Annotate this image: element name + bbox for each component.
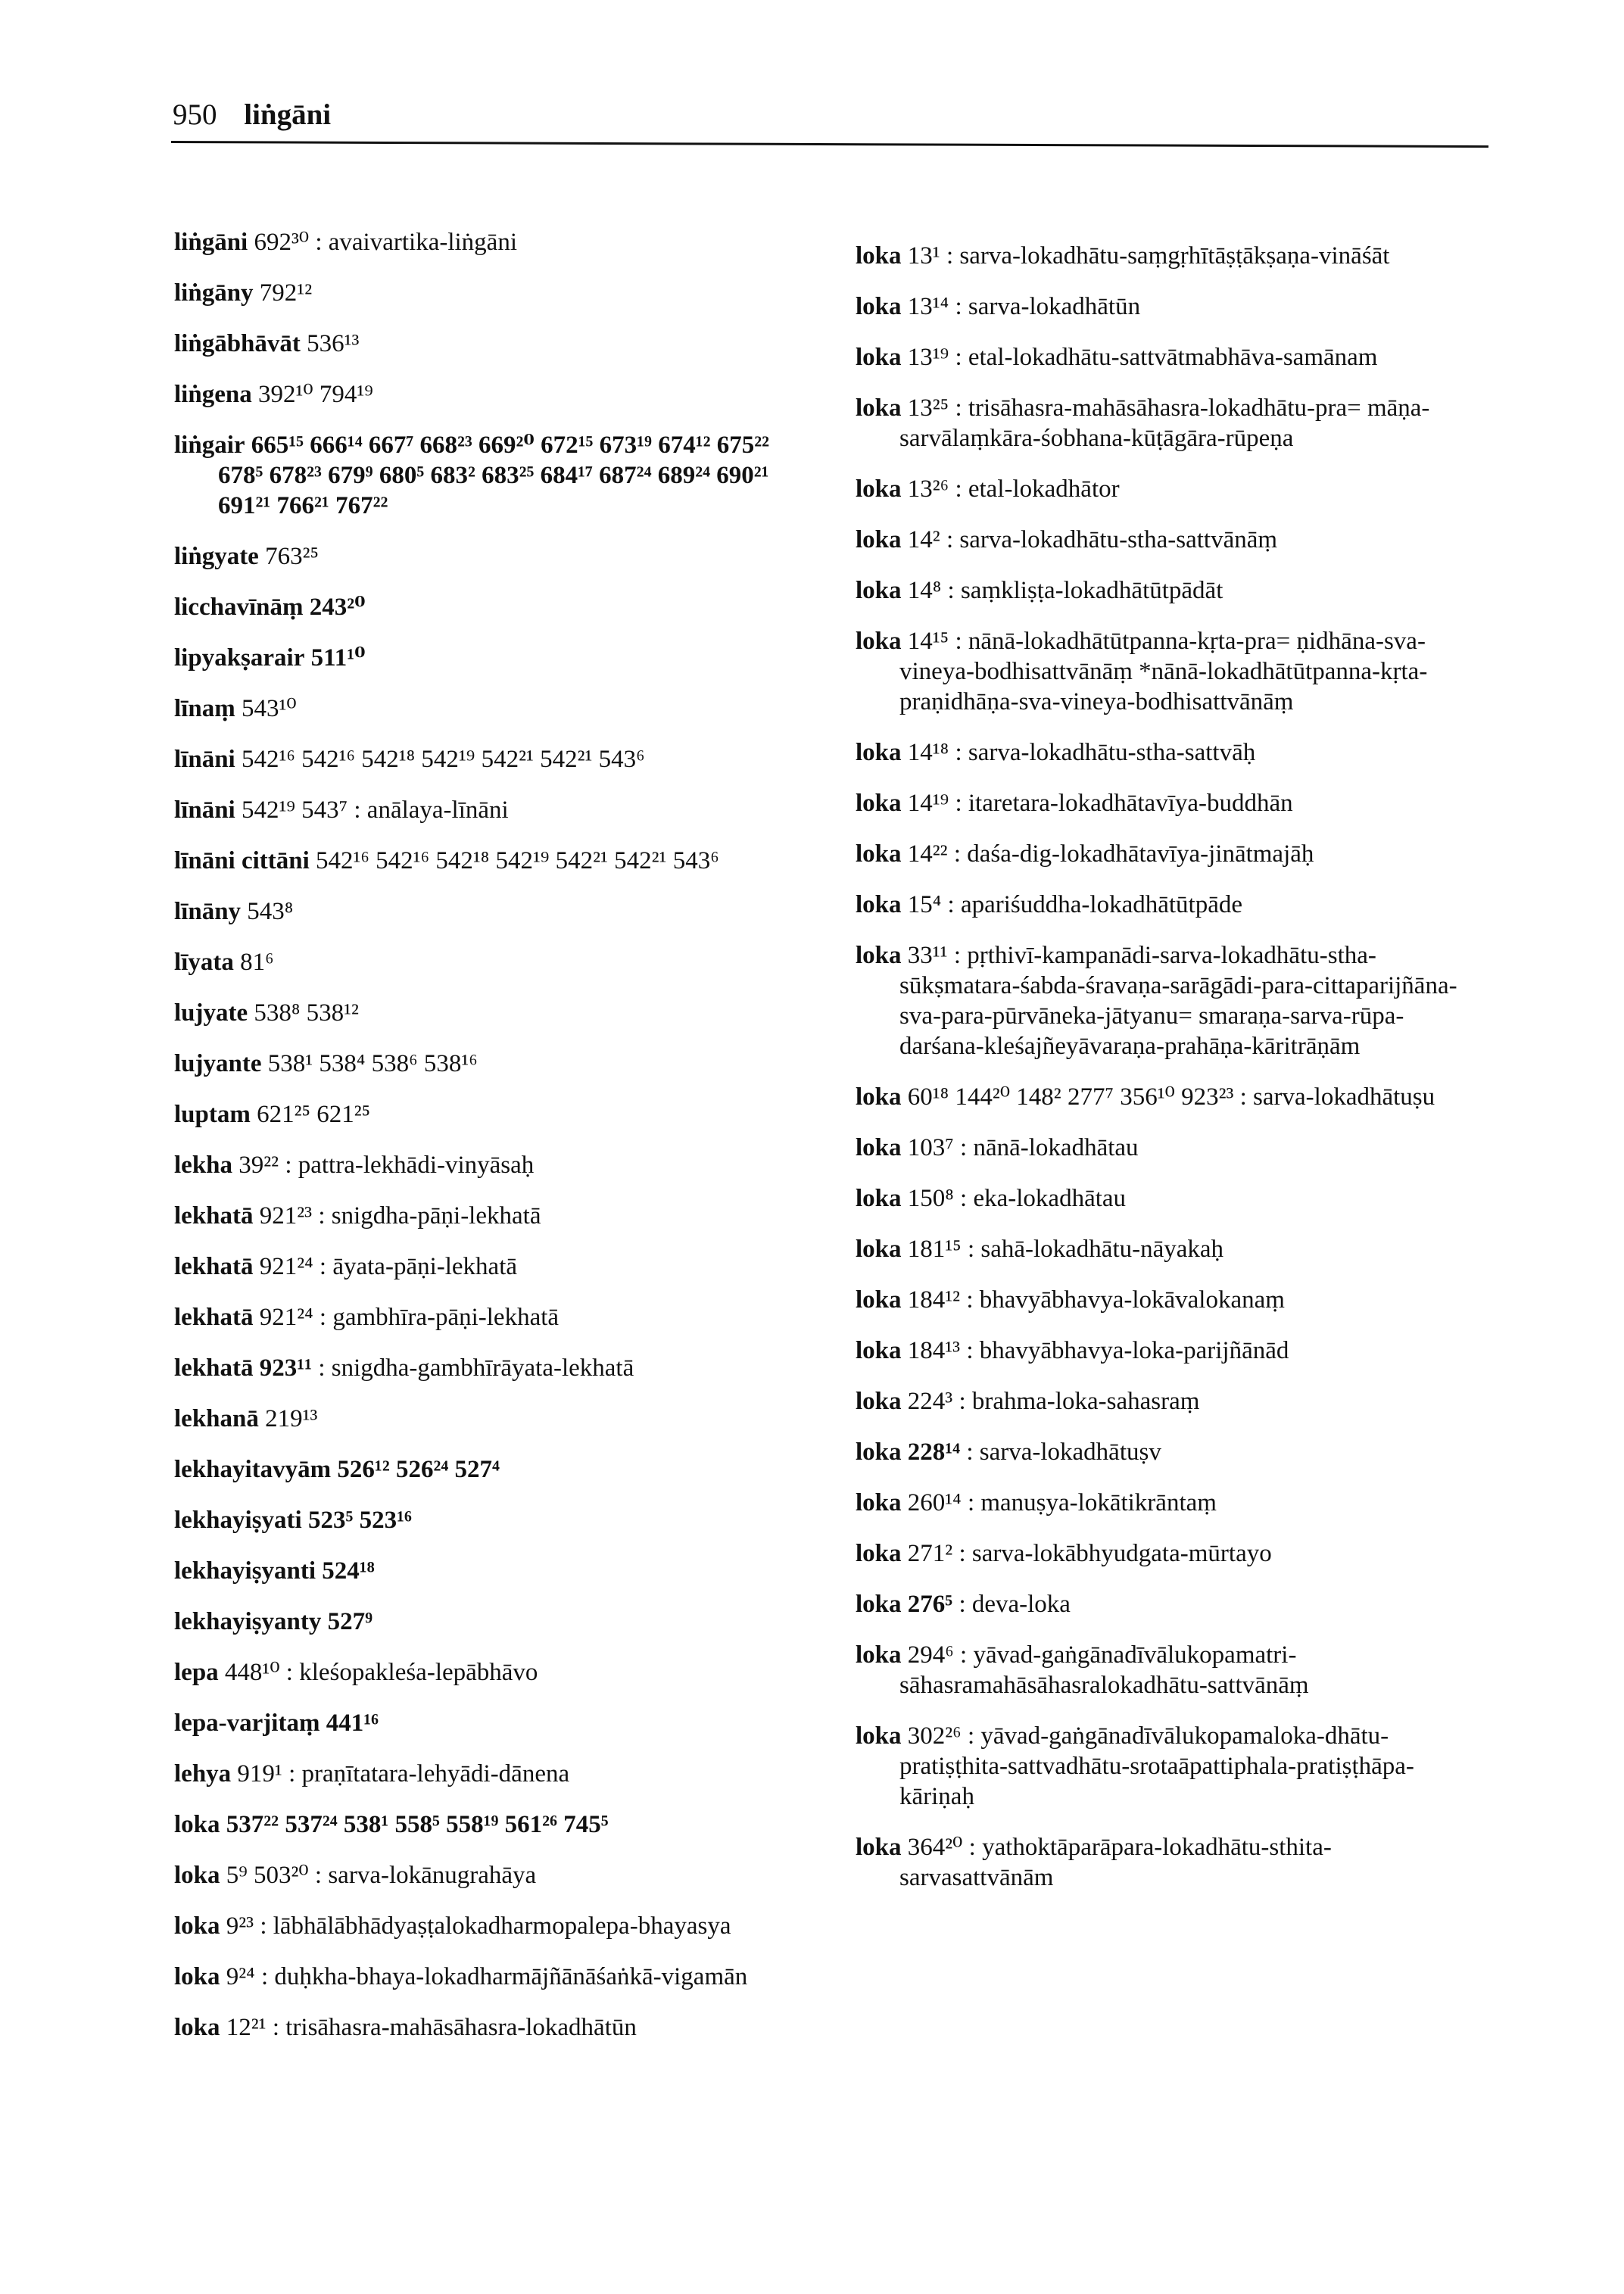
entry-headword: lipyakṣarair [174, 644, 305, 672]
entry-references: 919¹ [237, 1760, 282, 1788]
entry-references: 243²⁰ [309, 594, 366, 621]
index-entry [174, 1657, 795, 1688]
entry-gloss: : praṇītatara-lehyādi-dānena [288, 1760, 570, 1788]
entry-headword: loka [856, 1489, 902, 1516]
index-entry [174, 1404, 795, 1434]
index-entry [174, 1607, 795, 1637]
entry-headword: līnāny [174, 898, 242, 925]
entry-headword: loka [856, 790, 902, 817]
entry-gloss: : āyata-pāṇi-lekhatā [319, 1253, 518, 1280]
index-entry [174, 1809, 795, 1840]
entry-headword: loka [856, 628, 902, 655]
entry-headword: loka [856, 1185, 902, 1212]
index-entry [174, 1556, 795, 1586]
entry-gloss: : brahma-loka-sahasraṃ [959, 1388, 1200, 1415]
index-entry [174, 1860, 795, 1890]
entry-references: 224³ [907, 1388, 953, 1415]
entry-references: 13¹⁹ [907, 344, 949, 371]
entry-headword: lujyante [174, 1050, 262, 1077]
entry-headword: lekhanā [174, 1405, 259, 1432]
entry-references: 219¹³ [265, 1405, 318, 1432]
index-entry [174, 1962, 795, 1992]
entry-headword: loka [856, 942, 902, 969]
index-entry [856, 342, 1476, 372]
index-entry [174, 1201, 795, 1231]
entry-references: 14¹⁹ [907, 790, 949, 817]
entry-references: 392¹⁰ 794¹⁹ [257, 381, 373, 408]
entry-headword: loka [856, 1834, 902, 1861]
index-entry [174, 998, 795, 1028]
left-column [174, 227, 795, 2063]
entry-references: 542¹⁶ 542¹⁶ 542¹⁸ 542¹⁹ 542²¹ 542²¹ 543⁶ [316, 847, 719, 874]
entry-references: 921²⁴ [259, 1304, 313, 1331]
entry-headword: liṅgāni [174, 229, 248, 256]
entry-gloss: : saṃkliṣṭa-lokadhātūtpādāt [947, 577, 1223, 604]
entry-references: 294⁶ [907, 1641, 954, 1669]
entry-headword: līyata [174, 949, 234, 976]
entry-references: 39²² [238, 1152, 279, 1179]
entry-headword: loka [856, 344, 902, 371]
entry-gloss: : sarva-lokadhātūn [955, 293, 1141, 320]
entry-headword: līnāni [174, 796, 235, 824]
entry-headword: loka [174, 2014, 220, 2041]
entry-gloss: : manuṣya-lokātikrāntaṃ [967, 1489, 1217, 1516]
index-entry [856, 1133, 1476, 1163]
entry-headword: lekhayiṣyanty [174, 1608, 322, 1635]
index-entry [856, 940, 1476, 1061]
index-entry [856, 1640, 1476, 1700]
entry-gloss: : snigdha-gambhīrāyata-lekhatā [318, 1354, 634, 1382]
entry-gloss: : trisāhasra-mahāsāhasra-lokadhātūn [272, 2014, 637, 2041]
entry-references: 511¹⁰ [310, 644, 366, 672]
index-entry [174, 278, 795, 308]
entry-references: 81⁶ [240, 949, 274, 976]
entry-gloss: : duḥkha-bhaya-lokadharmājñānāśaṅkā-vigamān [260, 1963, 748, 1990]
entry-references: 921²³ [259, 1202, 313, 1230]
index-entry [856, 1832, 1476, 1893]
entry-headword: luptam [174, 1101, 251, 1128]
page-header [173, 100, 331, 129]
index-entry [174, 1099, 795, 1130]
entry-headword: loka [856, 1083, 902, 1111]
entry-references: 271² [907, 1540, 953, 1567]
entry-headword: līnāni cittāni [174, 847, 310, 874]
entry-gloss: : lābhālābhādyaṣṭalokadharmopalepa-bhayasya [260, 1912, 731, 1940]
index-entry [174, 947, 795, 977]
entry-headword: loka [856, 242, 902, 270]
entry-headword: lekhayitavyām [174, 1456, 332, 1483]
index-entry [856, 626, 1476, 717]
index-entry [856, 241, 1476, 271]
index-entry [856, 788, 1476, 818]
entry-headword: loka [856, 475, 902, 503]
index-entry [856, 1234, 1476, 1264]
entry-headword: lekhatā [174, 1202, 254, 1230]
index-entry [174, 1251, 795, 1282]
entry-gloss: : daśa-dig-lokadhātavīya-jinātmajāḥ [953, 840, 1314, 868]
entry-references: 228¹⁴ [907, 1438, 961, 1466]
entry-references: 524¹⁸ [322, 1557, 375, 1585]
index-entry [856, 1285, 1476, 1315]
entry-gloss: : kleśopakleśa-lepābhāvo [285, 1659, 538, 1686]
entry-gloss: : sarva-lokadhātu-stha-sattvāḥ [955, 739, 1256, 766]
entry-references: 621²⁵ 621²⁵ [257, 1101, 371, 1128]
index-entry [174, 1454, 795, 1485]
entry-headword: lekhatā [174, 1354, 254, 1382]
entry-headword: loka [856, 1540, 902, 1567]
index-entry [174, 1353, 795, 1383]
entry-references: 364²⁰ [907, 1834, 963, 1861]
entry-gloss: : yāvad-gaṅgānadīvālukopamaloka-dhātu-pratiṣṭhita-sattvadhātu-srotaāpattiphala-pratiṣṭhāpa-kāriṇaḥ [899, 1722, 1414, 1810]
entry-headword: loka [856, 1591, 902, 1618]
index-entry [174, 1302, 795, 1332]
entry-references: 542¹⁶ 542¹⁶ 542¹⁸ 542¹⁹ 542²¹ 542²¹ 543⁶ [241, 746, 645, 773]
entry-references: 536¹³ [307, 330, 360, 357]
entry-headword: lekhayiṣyati [174, 1507, 302, 1534]
entry-gloss: : sarva-lokadhātu-saṃgṛhītāṣṭākṣaṇa-vināśāt [946, 242, 1390, 270]
entry-headword: loka [856, 1337, 902, 1364]
entry-headword: loka [856, 1286, 902, 1314]
entry-references: 527⁹ [327, 1608, 373, 1635]
entry-headword: loka [856, 526, 902, 553]
entry-gloss: : anālaya-līnāni [354, 796, 509, 824]
index-entry [174, 227, 795, 257]
entry-gloss: : sarva-lokābhyudgata-mūrtayo [959, 1540, 1272, 1567]
entry-headword: loka [856, 1236, 902, 1263]
index-entry [856, 839, 1476, 869]
index-entry [856, 393, 1476, 454]
index-entry [856, 737, 1476, 768]
index-entry [174, 795, 795, 825]
entry-headword: loka [856, 1134, 902, 1161]
entry-references: 13¹⁴ [907, 293, 949, 320]
entry-references: 14²² [907, 840, 948, 868]
entry-references: 14¹⁸ [907, 739, 949, 766]
index-entry [856, 474, 1476, 504]
entry-references: 5⁹ 503²⁰ [226, 1862, 309, 1889]
entry-headword: loka [856, 1438, 902, 1466]
index-entry [174, 430, 795, 521]
entry-headword: lepa [174, 1659, 219, 1686]
entry-headword: lepa-varjitaṃ [174, 1710, 320, 1737]
entry-headword: lekhayiṣyanti [174, 1557, 316, 1585]
index-entry [174, 2012, 795, 2043]
entry-headword: liṅgāny [174, 279, 254, 307]
index-entry [856, 890, 1476, 920]
entry-headword: lekhatā [174, 1253, 254, 1280]
entry-gloss: : eka-lokadhātau [960, 1185, 1127, 1212]
page-number: 950 [173, 98, 217, 131]
entry-headword: loka [856, 394, 902, 422]
entry-headword: loka [856, 739, 902, 766]
entry-gloss: : deva-loka [959, 1591, 1071, 1618]
index-entry [856, 1589, 1476, 1619]
index-entry [174, 1708, 795, 1738]
entry-references: 448¹⁰ [224, 1659, 280, 1686]
index-entry [856, 1082, 1476, 1112]
entry-gloss: : trisāhasra-mahāsāhasra-lokadhātu-pra= māṇa-sarvālaṃkāra-śobhana-kūṭāgāra-rūpeṇa [899, 394, 1430, 452]
entry-headword: lekha [174, 1152, 233, 1179]
index-entry [856, 291, 1476, 322]
entry-gloss: : yathoktāparāpara-lokadhātu-sthita-sarvasattvānām [899, 1834, 1332, 1891]
entry-references: 14⁸ [907, 577, 942, 604]
entry-headword: lehya [174, 1760, 232, 1788]
entry-references: 538¹ 538⁴ 538⁶ 538¹⁶ [267, 1050, 478, 1077]
entry-references: 302²⁶ [907, 1722, 962, 1750]
index-entry [174, 744, 795, 775]
entry-references: 14² [907, 526, 940, 553]
entry-headword: līnaṃ [174, 695, 235, 722]
index-entry [174, 846, 795, 876]
index-entry [856, 1538, 1476, 1569]
entry-references: 33¹¹ [907, 942, 948, 969]
entry-references: 9²³ [226, 1912, 254, 1940]
index-entry [174, 329, 795, 359]
entry-references: 692³⁰ [254, 229, 310, 256]
index-entry [856, 1336, 1476, 1366]
entry-references: 537²² 537²⁴ 538¹ 558⁵ 558¹⁹ 561²⁶ 745⁵ [226, 1811, 609, 1838]
entry-gloss: : nānā-lokadhātau [960, 1134, 1139, 1161]
entry-headword: loka [174, 1811, 220, 1838]
entry-references: 13²⁵ [907, 394, 949, 422]
entry-references: 543¹⁰ [241, 695, 297, 722]
entry-references: 184¹³ [907, 1337, 961, 1364]
entry-references: 15⁴ [907, 891, 942, 918]
entry-headword: liṅgābhāvāt [174, 330, 301, 357]
entry-gloss: : apariśuddha-lokadhātūtpāde [947, 891, 1242, 918]
entry-references: 60¹⁸ 144²⁰ 148² 277⁷ 356¹⁰ 923²³ [907, 1083, 1234, 1111]
entry-gloss: : yāvad-gaṅgānadīvālukopamatri-sāhasramahāsāhasralokadhātu-sattvānāṃ [899, 1641, 1309, 1699]
entry-headword: loka [856, 1722, 902, 1750]
entry-headword: līnāni [174, 746, 235, 773]
entry-gloss: : bhavyābhavya-lokāvalokanaṃ [966, 1286, 1285, 1314]
entry-gloss: : avaivartika-liṅgāni [315, 229, 517, 256]
entry-gloss: : etal-lokadhātu-sattvātmabhāva-samānam [955, 344, 1378, 371]
index-entry [856, 1386, 1476, 1417]
entry-gloss: : nānā-lokadhātūtpanna-kṛta-pra= ṇidhāna-sva-vineya-bodhisattvānāṃ *nānā-lokadhātūtpanna-kṛta-praṇidhāṇa-sva-vineya-bodhisattvānāṃ [899, 628, 1428, 715]
entry-gloss: : etal-lokadhātor [955, 475, 1120, 503]
entry-references: 526¹² 526²⁴ 527⁴ [337, 1456, 500, 1483]
index-entry [856, 1488, 1476, 1518]
index-entry [856, 1437, 1476, 1467]
entry-references: 543⁸ [247, 898, 294, 925]
index-entry [174, 643, 795, 673]
index-entry [174, 1150, 795, 1180]
entry-gloss: : sarva-lokadhātu-stha-sattvānāṃ [946, 526, 1278, 553]
index-entry [174, 592, 795, 622]
index-entry [174, 693, 795, 724]
entry-headword: loka [174, 1912, 220, 1940]
index-entry [174, 1911, 795, 1941]
entry-references: 665¹⁵ 666¹⁴ 667⁷ 668²³ 669²⁰ 672¹⁵ 673¹⁹ 674¹² 675²² 678⁵ 678²³ 679⁹ 680⁵ 683² 683²⁵ 684¹⁷ 687²⁴ 689²⁴ 690²¹ 691²¹ 766²¹ 767²² [218, 432, 770, 519]
entry-references: 12²¹ [226, 2014, 267, 2041]
entry-gloss: : sahā-lokadhātu-nāyakaḥ [967, 1236, 1224, 1263]
entry-references: 792¹² [259, 279, 313, 307]
entry-references: 103⁷ [907, 1134, 954, 1161]
entry-gloss: : bhavyābhavya-loka-parijñānād [966, 1337, 1289, 1364]
entry-references: 276⁵ [907, 1591, 953, 1618]
entry-references: 921²⁴ [259, 1253, 313, 1280]
entry-references: 184¹² [907, 1286, 961, 1314]
entry-gloss: : snigdha-pāṇi-lekhatā [318, 1202, 541, 1230]
index-entry [174, 1049, 795, 1079]
entry-references: 14¹⁵ [907, 628, 949, 655]
index-entry [856, 1183, 1476, 1214]
entry-references: 441¹⁶ [326, 1710, 379, 1737]
entry-references: 542¹⁹ 543⁷ [241, 796, 348, 824]
entry-gloss: : sarva-lokadhātuṣv [966, 1438, 1161, 1466]
entry-references: 150⁸ [907, 1185, 954, 1212]
right-column [856, 241, 1476, 1913]
entry-headword: loka [856, 293, 902, 320]
entry-headword: loka [174, 1963, 220, 1990]
entry-references: 181¹⁵ [907, 1236, 962, 1263]
index-entry [856, 1721, 1476, 1812]
header-rule [171, 141, 1488, 148]
index-entry [856, 575, 1476, 606]
entry-references: 9²⁴ [226, 1963, 255, 1990]
entry-headword: lekhatā [174, 1304, 254, 1331]
entry-headword: lujyate [174, 999, 248, 1027]
entry-gloss: : sarva-lokadhātuṣu [1239, 1083, 1435, 1111]
entry-gloss: : sarva-lokānugrahāya [314, 1862, 537, 1889]
entry-references: 260¹⁴ [907, 1489, 962, 1516]
entry-references: 763²⁵ [265, 543, 319, 570]
index-entry [174, 541, 795, 572]
index-entry [174, 896, 795, 927]
entry-headword: liṅgena [174, 381, 252, 408]
page-title: liṅgāni [244, 98, 332, 131]
entry-references: 13²⁶ [907, 475, 949, 503]
index-entry [174, 1505, 795, 1535]
entry-references: 538⁸ 538¹² [254, 999, 359, 1027]
entry-gloss: : gambhīra-pāṇi-lekhatā [319, 1304, 560, 1331]
entry-headword: licchavīnāṃ [174, 594, 304, 621]
entry-gloss: : pṛthivī-kampanādi-sarva-lokadhātu-stha-sūkṣmatara-śabda-śravaṇa-sarāgādi-para-cittaparijñāna-sva-para-pūrvāneka-jātyanu= smaraṇa-sarva-rūpa-darśana-kleśajñeyāvaraṇa-prahāṇa-kāritrāṇām [899, 942, 1457, 1060]
entry-references: 923¹¹ [259, 1354, 313, 1382]
entry-headword: loka [856, 1388, 902, 1415]
entry-headword: loka [856, 891, 902, 918]
entry-gloss: : itaretara-lokadhātavīya-buddhān [955, 790, 1293, 817]
entry-headword: liṅgyate [174, 543, 259, 570]
entry-references: 13¹ [907, 242, 940, 270]
entry-headword: loka [856, 1641, 902, 1669]
entry-headword: loka [856, 577, 902, 604]
entry-gloss: : pattra-lekhādi-vinyāsaḥ [285, 1152, 535, 1179]
entry-headword: loka [174, 1862, 220, 1889]
index-entry [856, 525, 1476, 555]
entry-references: 523⁵ 523¹⁶ [307, 1507, 412, 1534]
index-entry [174, 1759, 795, 1789]
entry-headword: liṅgair [174, 432, 245, 459]
index-entry [174, 379, 795, 410]
entry-headword: loka [856, 840, 902, 868]
